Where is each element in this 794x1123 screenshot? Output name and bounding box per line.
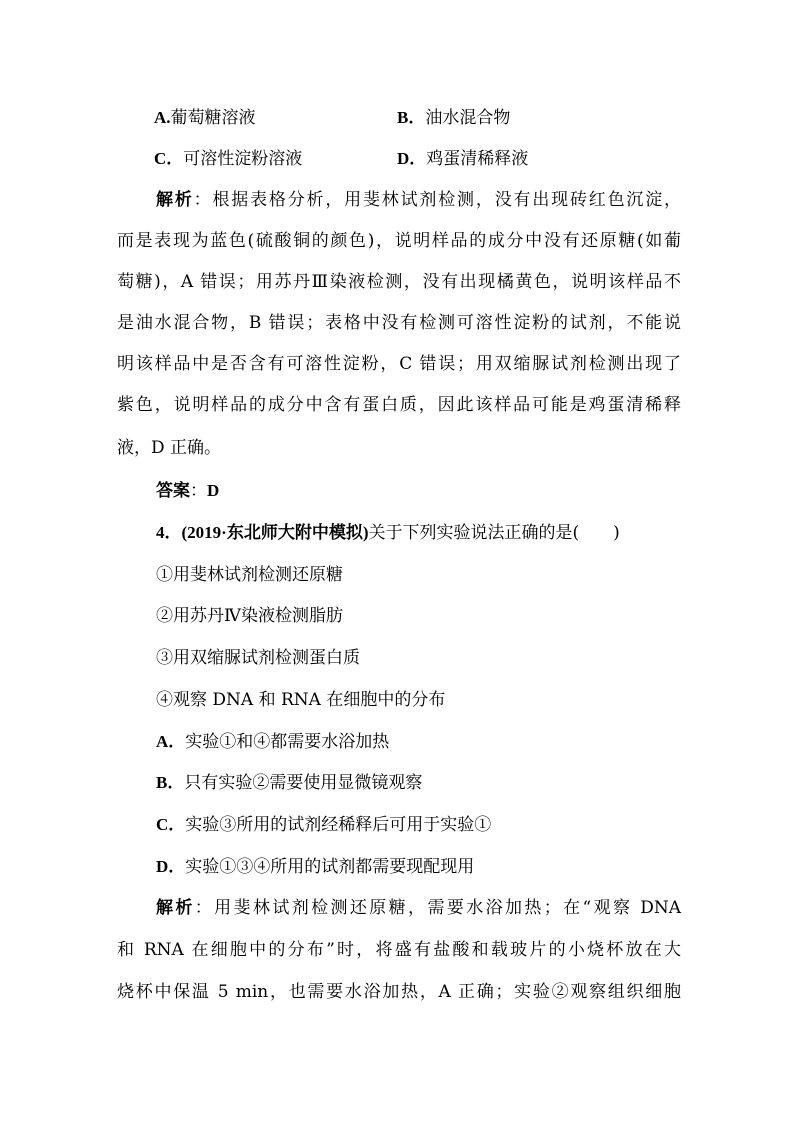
analysis2-line-2: 和 RNA 在细胞中的分布”时，将盛有盐酸和载玻片的小烧杯放在大 [117,940,681,960]
question4-stem [156,522,620,544]
question4-option-b [156,772,422,794]
option-c-text: 可溶性淀粉溶液 [183,149,303,169]
question4-option-c-letter: C． [156,815,186,834]
analysis2-text-1: 用斐林试剂检测还原糖，需要水浴加热；在“观察 DNA [214,898,681,918]
question4-number: 4． [156,523,182,542]
option-d-text: 鸡蛋清稀释液 [426,149,529,169]
option-b [397,107,510,129]
option-a [154,107,256,129]
question4-source: (2019·东北师大附中模拟) [181,523,369,542]
option-b-letter: B． [397,108,426,127]
option-b-text: 油水混合物 [425,108,511,128]
option-a-text: 葡萄糖溶液 [170,108,256,128]
question4-item-1: ①用斐林试剂检测还原糖 [156,565,343,585]
analysis1-line-7: 液，D 正确。 [117,438,222,458]
analysis1-line-6: 紫色，说明样品的成分中含有蛋白质，因此该样品可能是鸡蛋清稀释 [117,395,681,415]
analysis2-line-3: 烧杯中保温 5 min，也需要水浴加热，A 正确；实验②观察组织细胞 [117,982,681,1002]
analysis1-line-1 [156,189,681,211]
option-d [397,148,528,170]
answer1 [156,480,219,502]
analysis1-colon: ： [193,190,213,210]
question4-option-a-text: 实验①和④都需要水浴加热 [185,732,390,752]
answer1-colon: ： [190,481,207,501]
option-c [154,148,302,170]
question4-option-d-letter: D． [156,857,186,876]
analysis1-line-3: 萄糖)，A 错误；用苏丹Ⅲ染液检测，没有出现橘黄色，说明该样品不 [117,272,681,292]
analysis2-line-1 [156,897,681,919]
analysis1-text-1: 根据表格分析，用斐林试剂检测，没有出现砖红色沉淀， [212,190,682,210]
question4-stem-text: 关于下列实验说法正确的是( ) [368,523,620,543]
answer1-label: 答案 [156,481,190,500]
analysis1-line-5: 明该样品中是否含有可溶性淀粉，C 错误；用双缩脲试剂检测出现了 [117,354,681,374]
option-a-letter: A. [154,108,171,127]
question4-option-c-text: 实验③所用的试剂经稀释后可用于实验① [185,815,492,835]
option-c-letter: C． [154,149,184,168]
question4-item-2: ②用苏丹Ⅳ染液检测脂肪 [156,606,343,626]
option-d-letter: D． [397,149,427,168]
question4-option-d-text: 实验①③④所用的试剂都需要现配现用 [185,857,475,877]
analysis2-colon: ： [194,898,215,918]
analysis1-line-4: 是油水混合物，B 错误；表格中没有检测可溶性淀粉的试剂，不能说 [117,313,681,333]
question4-item-4: ④观察 DNA 和 RNA 在细胞中的分布 [156,690,446,710]
answer1-value: D [207,481,220,500]
question4-item-3: ③用双缩脲试剂检测蛋白质 [156,648,360,668]
question4-option-a-letter: A． [156,732,186,751]
question4-option-b-text: 只有实验②需要使用显微镜观察 [184,773,423,793]
analysis1-label: 解析 [156,190,194,209]
question4-option-c [156,814,491,836]
analysis2-label: 解析 [156,898,195,917]
question4-option-d [156,856,474,878]
question4-option-a [156,731,389,753]
question4-option-b-letter: B． [156,773,185,792]
analysis1-line-2: 而是表现为蓝色(硫酸铜的颜色)，说明样品的成分中没有还原糖(如葡 [117,231,681,251]
